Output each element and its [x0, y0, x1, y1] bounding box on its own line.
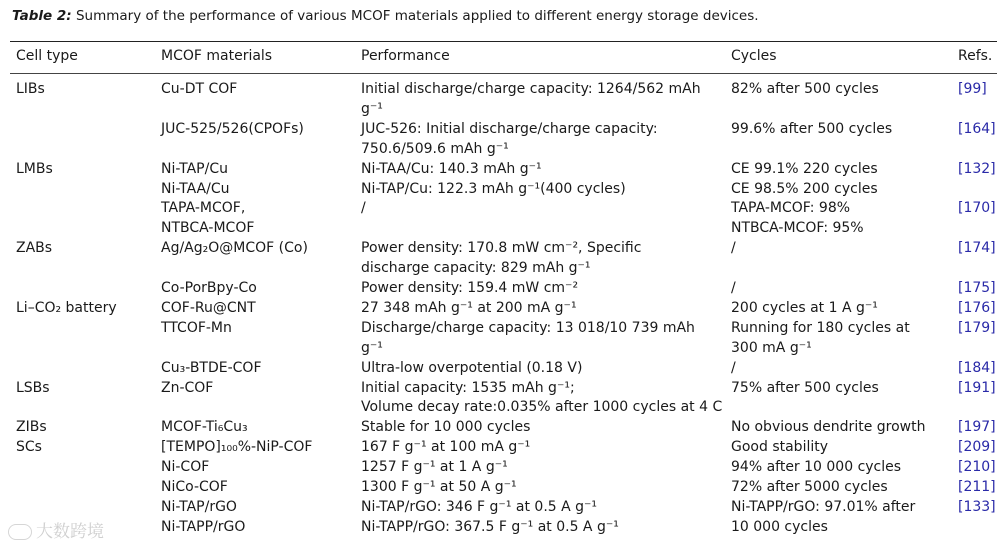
cell-material: Ni-TAP/rGO: [161, 498, 237, 515]
cell-performance: Initial discharge/charge capacity: 1264/562 mAh: [361, 81, 701, 97]
header-cycles: Cycles: [731, 48, 777, 64]
cell-cycles: 10 000 cycles: [731, 518, 828, 535]
cell-ref[interactable]: [164]: [958, 120, 996, 137]
cell-cycles: 200 cycles at 1 A g⁻¹: [731, 299, 878, 316]
cell-cycles: /: [731, 240, 736, 257]
cell-performance: Ni-TAPP/rGO: 367.5 F g⁻¹ at 0.5 A g⁻¹: [361, 518, 619, 535]
cell-performance: Stable for 10 000 cycles: [361, 419, 531, 436]
cell-performance: JUC-526: Initial discharge/charge capacity:: [361, 120, 658, 137]
cell-material: NTBCA-MCOF: [161, 220, 255, 237]
cell-material: NiCo-COF: [161, 479, 228, 495]
cell-performance: discharge capacity: 829 mAh g⁻¹: [361, 260, 591, 277]
cell-material: Ni-TAP/Cu: [161, 160, 228, 177]
cell-cycles: Good stability: [731, 439, 829, 456]
cell-material: MCOF-Ti₆Cu₃: [161, 419, 248, 436]
cell-cycles: No obvious dendrite growth: [731, 419, 926, 436]
cell-ref[interactable]: [99]: [958, 81, 987, 97]
cell-cycles: 300 mA g⁻¹: [731, 339, 812, 356]
watermark: [8, 517, 104, 542]
cell-ref[interactable]: [175]: [958, 280, 996, 296]
cell-ref[interactable]: [170]: [958, 200, 996, 217]
cell-cycles: CE 99.1% 220 cycles: [731, 160, 878, 177]
cell-material: Zn-COF: [161, 379, 214, 396]
cell-type: LIBs: [16, 81, 45, 97]
cell-cycles: 99.6% after 500 cycles: [731, 120, 893, 137]
cell-material: TTCOF-Mn: [161, 319, 232, 336]
cell-performance: Initial capacity: 1535 mAh g⁻¹;: [361, 379, 575, 396]
cell-type: ZIBs: [16, 419, 47, 436]
header-cell-type: Cell type: [16, 48, 78, 64]
watermark-text: 大数跨境: [36, 522, 104, 542]
cell-cycles: /: [731, 280, 736, 296]
cell-performance: g⁻¹: [361, 339, 383, 356]
cell-ref[interactable]: [210]: [958, 459, 996, 476]
cell-performance: 1300 F g⁻¹ at 50 A g⁻¹: [361, 479, 517, 495]
cell-performance: Power density: 159.4 mW cm⁻²: [361, 280, 579, 296]
header-refs: Refs.: [958, 48, 993, 64]
cell-ref[interactable]: [197]: [958, 419, 996, 436]
cell-cycles: Running for 180 cycles at: [731, 319, 910, 336]
cell-performance: Ni-TAP/Cu: 122.3 mAh g⁻¹(400 cycles): [361, 180, 626, 197]
cell-material: Cu₃-BTDE-COF: [161, 359, 262, 376]
cell-type: ZABs: [16, 240, 53, 257]
cell-performance: 167 F g⁻¹ at 100 mA g⁻¹: [361, 439, 531, 456]
cell-ref[interactable]: [211]: [958, 479, 996, 495]
cell-performance: Ni-TAP/rGO: 346 F g⁻¹ at 0.5 A g⁻¹: [361, 498, 598, 515]
cell-ref[interactable]: [191]: [958, 379, 996, 396]
cell-type: Li–CO₂ battery: [16, 299, 117, 316]
cell-material: Ni-TAA/Cu: [161, 180, 230, 197]
cell-performance: Discharge/charge capacity: 13 018/10 739 mAh: [361, 319, 695, 336]
cell-cycles: Ni-TAPP/rGO: 97.01% after: [731, 498, 916, 515]
cell-material: COF-Ru@CNT: [161, 299, 256, 316]
cell-performance: 1257 F g⁻¹ at 1 A g⁻¹: [361, 459, 508, 476]
cell-ref[interactable]: [209]: [958, 439, 996, 456]
table-top-rule: [10, 41, 997, 42]
cell-cycles: /: [731, 359, 736, 376]
cell-type: LSBs: [16, 379, 50, 396]
cell-ref[interactable]: [184]: [958, 359, 996, 376]
cell-performance: Power density: 170.8 mW cm⁻², Specific: [361, 240, 642, 257]
cell-ref[interactable]: [174]: [958, 240, 996, 257]
cell-ref[interactable]: [133]: [958, 498, 996, 515]
watermark-logo-icon: [8, 524, 32, 540]
cell-performance: Ultra-low overpotential (0.18 V): [361, 359, 583, 376]
cell-ref[interactable]: [132]: [958, 160, 996, 177]
cell-cycles: 72% after 5000 cycles: [731, 479, 888, 495]
cell-cycles: 82% after 500 cycles: [731, 81, 879, 97]
cell-material: Ag/Ag₂O@MCOF (Co): [161, 240, 308, 257]
cell-performance: Volume decay rate:0.035% after 1000 cycles at 4 C: [361, 399, 723, 416]
cell-performance: g⁻¹: [361, 100, 383, 117]
cell-material: Ni-COF: [161, 459, 210, 476]
caption-text: Summary of the performance of various MCOF materials applied to different energy storage devices.: [75, 8, 759, 24]
caption-label: Table 2:: [12, 8, 72, 24]
cell-ref[interactable]: [176]: [958, 299, 996, 316]
cell-cycles: NTBCA-MCOF: 95%: [731, 220, 864, 237]
header-performance: Performance: [361, 48, 450, 64]
cell-cycles: 94% after 10 000 cycles: [731, 459, 902, 476]
cell-performance: /: [361, 200, 366, 217]
cell-cycles: 75% after 500 cycles: [731, 379, 879, 396]
table-caption: [12, 8, 759, 24]
cell-performance: 27 348 mAh g⁻¹ at 200 mA g⁻¹: [361, 299, 577, 316]
header-mcof-materials: MCOF materials: [161, 48, 273, 64]
cell-cycles: CE 98.5% 200 cycles: [731, 180, 878, 197]
cell-material: TAPA-MCOF,: [161, 200, 246, 217]
cell-material: JUC-525/526(CPOFs): [161, 120, 304, 137]
cell-type: LMBs: [16, 160, 53, 177]
cell-cycles: TAPA-MCOF: 98%: [731, 200, 851, 217]
cell-performance: 750.6/509.6 mAh g⁻¹: [361, 140, 509, 157]
cell-material: Ni-TAPP/rGO: [161, 518, 246, 535]
cell-ref[interactable]: [179]: [958, 319, 996, 336]
cell-type: SCs: [16, 439, 42, 456]
cell-material: Cu-DT COF: [161, 81, 238, 97]
table-header-rule: [10, 73, 997, 74]
cell-material: [TEMPO]₁₀₀%-NiP-COF: [161, 439, 313, 456]
cell-performance: Ni-TAA/Cu: 140.3 mAh g⁻¹: [361, 160, 542, 177]
cell-material: Co-PorBpy-Co: [161, 280, 257, 296]
